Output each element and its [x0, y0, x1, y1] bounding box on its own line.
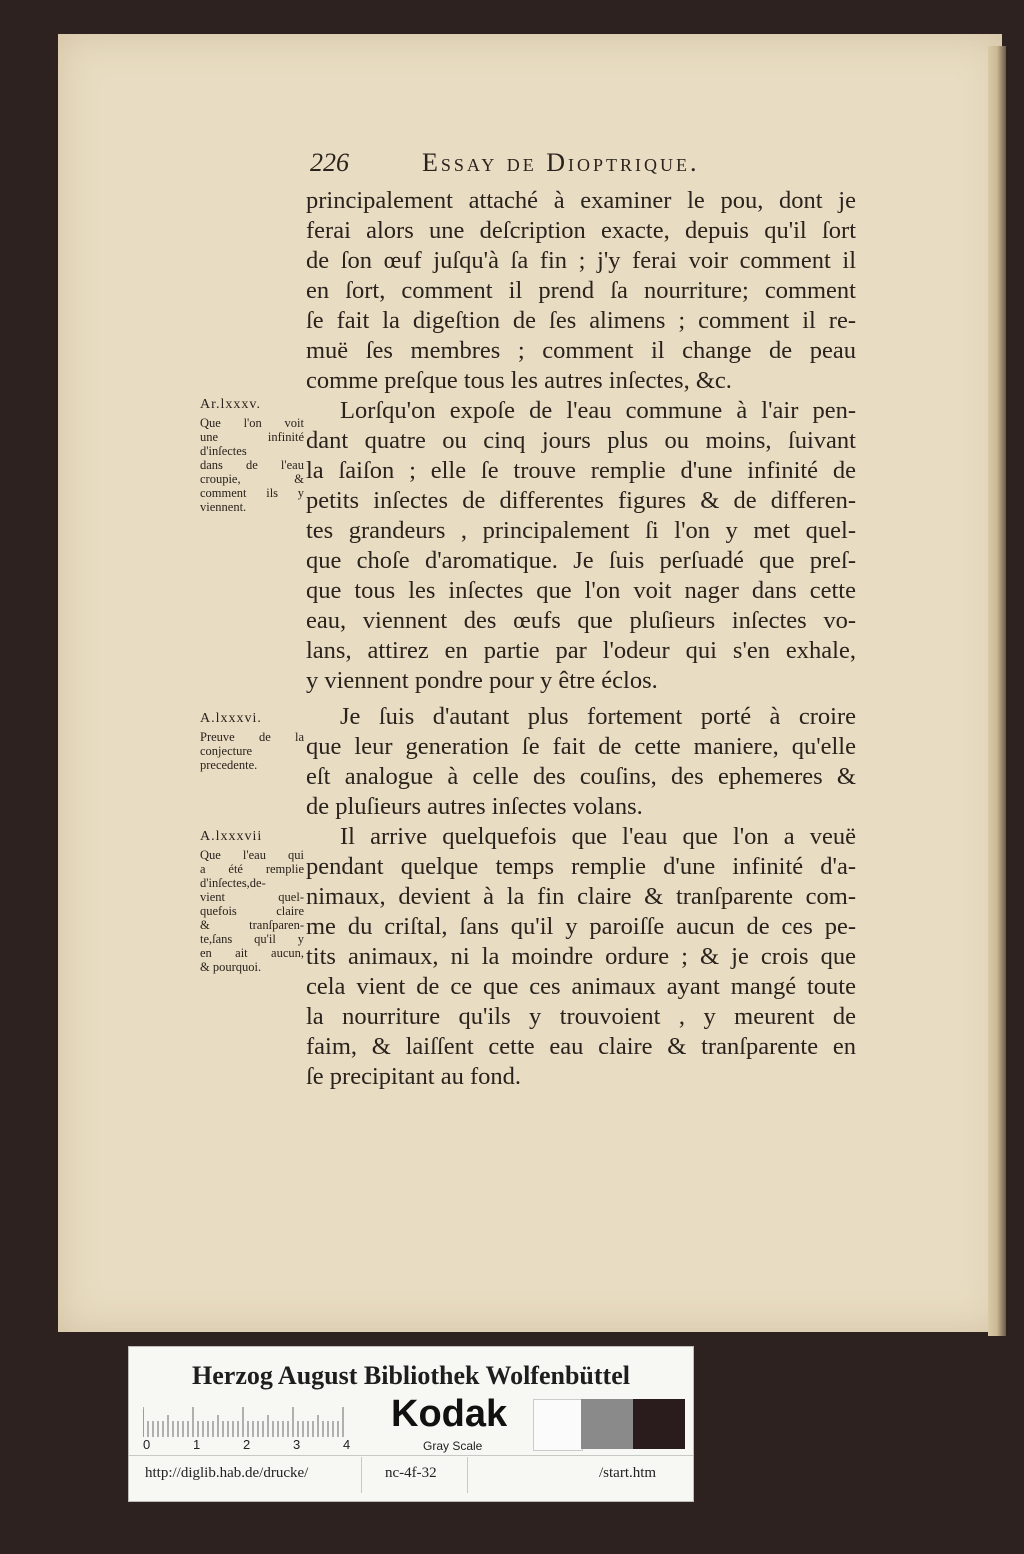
- margin-note-line: une infinité: [200, 430, 304, 444]
- margin-note-line: d'inſectes: [200, 444, 247, 458]
- margin-note-line: en ait aucun,: [200, 946, 304, 960]
- body-line: petits inſectes de differentes figures & de differen-: [306, 487, 856, 514]
- card-divider: [129, 1455, 693, 1456]
- body-line: tits animaux, ni la moindre ordure ; & je crois que: [306, 943, 856, 970]
- swatch-gray: [581, 1399, 633, 1449]
- ruler-label: 0: [143, 1437, 151, 1452]
- margin-note-line: dans de l'eau: [200, 458, 304, 472]
- body-line: pendant quelque temps remplie d'une infinité d'a-: [306, 853, 856, 880]
- ruler-label: 3: [293, 1437, 301, 1452]
- margin-note-line: vient quel-: [200, 890, 304, 904]
- running-title: Essay de Dioptrique.: [422, 148, 700, 177]
- swatch-white: [533, 1399, 583, 1451]
- body-line: que leur generation ſe fait de cette maniere, qu'elle: [306, 733, 856, 760]
- grayscale-label: Gray Scale: [423, 1439, 483, 1453]
- body-line: en ſort, comment il prend ſa nourriture; comment: [306, 277, 856, 304]
- body-line: que tous les inſectes que l'on voit nager dans cette: [306, 577, 856, 604]
- body-line: ferai alors une deſcription exacte, depuis qu'il ſort: [306, 217, 856, 244]
- body-line: me du criſtal, ſans qu'il y paroiſſe aucun de ces pe-: [306, 913, 856, 940]
- library-name: Herzog August Bibliothek Wolfenbüttel: [192, 1361, 630, 1390]
- body-line: la nourriture qu'ils y trouvoient , y meurent de: [306, 1003, 856, 1030]
- body-line: tes grandeurs , principalement ſi l'on y met quel-: [306, 517, 856, 544]
- margin-note-line: & tranſparen-: [200, 918, 304, 932]
- url-suffix: /start.htm: [599, 1465, 657, 1481]
- margin-note-line: & pourquoi.: [200, 960, 262, 974]
- body-line: ſe fait la digeſtion de ſes alimens ; comment il re-: [306, 307, 856, 334]
- body-line: eau, viennent des œufs que pluſieurs inſectes vo-: [306, 607, 856, 634]
- shelfmark: nc-4f-32: [385, 1465, 437, 1481]
- body-line: y viennent pondre pour y être éclos.: [306, 667, 658, 694]
- margin-note-line: precedente.: [200, 758, 258, 772]
- body-line: cela vient de ce que ces animaux ayant mangé toute: [306, 973, 856, 1000]
- margin-note-line: conjecture: [200, 744, 253, 758]
- margin-article-number: A.lxxxvi.: [200, 711, 262, 726]
- ruler-label: 4: [343, 1437, 351, 1452]
- body-line: la ſaiſon ; elle ſe trouve remplie d'une infinité de: [306, 457, 856, 484]
- margin-note-line: Preuve de la: [200, 730, 304, 744]
- card-separator: [467, 1457, 468, 1493]
- ruler-label: 2: [243, 1437, 251, 1452]
- body-line: eſt analogue à celle des couſins, des ephemeres &: [306, 763, 856, 790]
- margin-article-number: Ar.lxxxv.: [200, 397, 261, 412]
- body-line: de ſon œuf juſqu'à ſa fin ; j'y ferai voir comment il: [306, 247, 856, 274]
- body-line: muë ſes membres ; comment il change de peau: [306, 337, 856, 364]
- body-line: Je ſuis d'autant plus fortement porté à croire: [340, 703, 856, 730]
- library-target-card: [128, 1346, 694, 1502]
- margin-article-number: A.lxxxvii: [200, 829, 263, 844]
- body-line: que choſe d'aromatique. Je ſuis perſuadé que preſ-: [306, 547, 856, 574]
- card-separator: [361, 1457, 362, 1493]
- ruler-label: 1: [193, 1437, 201, 1452]
- url-prefix: http://diglib.hab.de/drucke/: [145, 1465, 309, 1481]
- body-line: principalement attaché à examiner le pou, dont je: [306, 187, 856, 214]
- body-line: de pluſieurs autres inſectes volans.: [306, 793, 643, 820]
- margin-note-line: Que l'on voit: [200, 416, 304, 430]
- grayscale-swatches: [533, 1399, 685, 1449]
- body-line: lans, attirez en partie par l'odeur qui s'en exhale,: [306, 637, 856, 664]
- page-number: 226: [310, 148, 349, 177]
- margin-note-line: te,ſans qu'il y: [200, 932, 304, 946]
- margin-note-line: quefois claire: [200, 904, 304, 918]
- swatch-black: [633, 1399, 685, 1449]
- kodak-logo: Kodak: [391, 1393, 508, 1435]
- running-header: [310, 148, 850, 182]
- body-line: nimaux, devient à la fin claire & tranſparente com-: [306, 883, 856, 910]
- page-edge: [988, 46, 1006, 1336]
- body-line: comme preſque tous les autres inſectes, &c.: [306, 367, 732, 394]
- body-line: faim, & laiſſent cette eau claire & tranſparente en: [306, 1033, 856, 1060]
- body-line: dant quatre ou cinq jours plus ou moins, ſuivant: [306, 427, 856, 454]
- margin-note-line: viennent.: [200, 500, 247, 514]
- body-line: Il arrive quelquefois que l'eau que l'on a veuë: [340, 823, 856, 850]
- ruler-scale: [143, 1403, 373, 1443]
- body-line: Lorſqu'on expoſe de l'eau commune à l'air pen-: [340, 397, 856, 424]
- body-line: ſe precipitant au fond.: [306, 1063, 521, 1090]
- margin-note-line: croupie, &: [200, 472, 304, 486]
- margin-note-line: comment ils y: [200, 486, 304, 500]
- margin-note-line: Que l'eau qui: [200, 848, 304, 862]
- margin-note-line: a été remplie: [200, 862, 304, 876]
- margin-note-line: d'inſectes,de-: [200, 876, 266, 890]
